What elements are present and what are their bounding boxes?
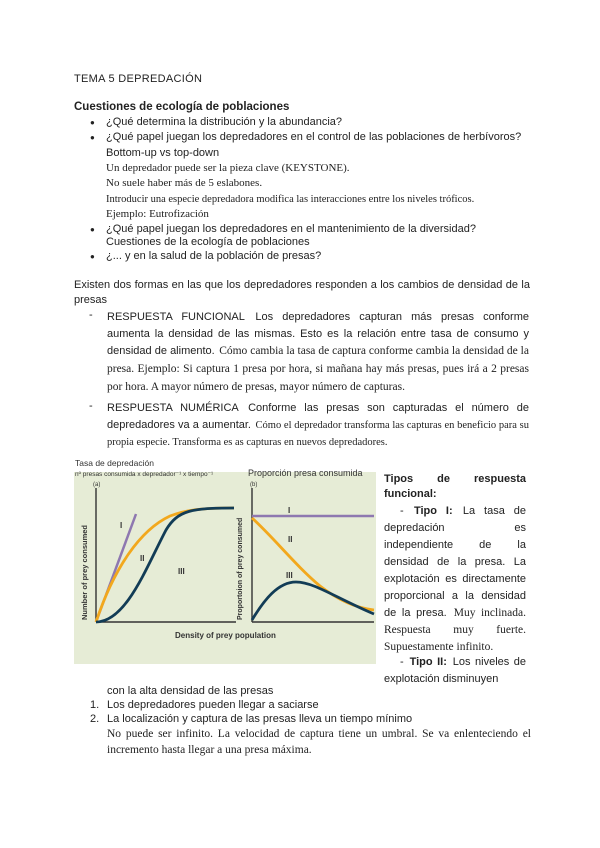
panel-b-label-i: I — [288, 506, 291, 515]
header-right: Proporción presa consumida — [248, 468, 363, 478]
numbered-marker-1: 1. — [90, 699, 100, 711]
list-item: ● ¿... y en la salud de la población de presas? — [90, 249, 530, 264]
final-note: No puede ser infinito. La velocidad de captura tiene un umbral. Se va enlenteciendo el incremento hasta llegar a una presa máxima. — [107, 728, 531, 756]
panel-b-label: (b) — [250, 482, 258, 488]
tipo-ii-label: Tipo II: — [409, 656, 447, 668]
q2-note-1: Bottom-up vs top-down — [106, 147, 220, 159]
functional-response-figure — [74, 458, 376, 664]
continuation-text: con la alta densidad de las presas — [107, 685, 274, 697]
respuesta-funcional — [107, 308, 529, 396]
panel-a-label-iii: III — [178, 567, 185, 576]
panel-b-label-iii: III — [286, 571, 293, 580]
figure-xlabel: Density of prey population — [175, 631, 276, 640]
panel-b-label-ii: II — [288, 535, 293, 544]
q2-note-4: Introducir una especie depredadora modifica las interacciones entre los niveles tróficos. — [106, 194, 475, 205]
section-heading: Cuestiones de ecología de poblaciones — [74, 101, 290, 113]
questions-list — [90, 115, 530, 145]
list-item: ● ¿Qué papel juegan los depredadores en el mantenimiento de la diversidad? — [90, 222, 530, 237]
numbered-marker-2: 2. — [90, 713, 100, 725]
panel-a-label-i: I — [120, 521, 123, 530]
numerica-text-serif: Cómo el depredador transforma las capturas en beneficio para su propia especie. Transforma es as capturas en nuevos depredadores. — [107, 420, 529, 448]
funcional-text: Los depredadores capturan más presas conforme aumenta la densidad de las mismas. Esto es la relación entre tasa de consumo y densidad de alimento. — [107, 311, 529, 357]
intro-paragraph: Existen dos formas en las que los depredadores responden a los cambios de densidad de la presas — [74, 279, 530, 306]
list-item: ● ¿Qué determina la distribución y la abundancia? — [90, 115, 530, 130]
tipo-ii-block — [384, 653, 526, 687]
header-left-1: Tasa de depredación — [75, 458, 154, 468]
numbered-item-1: Los depredadores pueden llegar a saciarse — [107, 699, 319, 711]
dash-marker: - — [89, 400, 93, 412]
dash-marker: - — [400, 505, 404, 517]
side-heading: Tipos de respuesta funcional: — [384, 473, 526, 500]
figure-svg — [74, 458, 376, 664]
q2-note-5: Ejemplo: Eutrofización — [106, 208, 209, 220]
tipo-ii-text: Los niveles de explotación disminuyen — [384, 656, 526, 685]
panel-b-ylabel: Proportoion of prey consumed — [237, 517, 244, 620]
header-left-2: nº presas consumida x depredador⁻¹ x tiempo⁻¹ — [75, 471, 214, 478]
tipo-i-block — [384, 502, 526, 655]
list-item: ● ¿Qué papel juegan los depredadores en el control de las poblaciones de herbívoros? — [90, 130, 530, 145]
tipo-i-text-serif: Muy inclinada. Respuesta muy fuerte. Supuestamente infinito. — [384, 607, 526, 653]
numerica-label: RESPUESTA NUMÉRICA — [107, 402, 239, 414]
q3-note: Cuestiones de la ecología de poblaciones — [106, 236, 310, 248]
tipo-i-text: La tasa de depredación es independiente de la densidad de la presa. La explotación es directamente proporcional a la densidad de la presa. — [384, 505, 526, 619]
respuesta-numerica — [107, 399, 529, 450]
panel-a-label-ii: II — [140, 554, 145, 563]
dash-marker: - — [89, 309, 93, 321]
tipo-i-label: Tipo I: — [413, 505, 453, 517]
panel-a-label: (a) — [93, 482, 101, 488]
funcional-label: RESPUESTA FUNCIONAL — [107, 311, 245, 323]
q2-note-3: No suele haber más de 5 eslabones. — [106, 177, 263, 189]
numbered-item-2: La localización y captura de las presas lleva un tiempo mínimo — [107, 713, 413, 725]
panel-a-ylabel: Number of prey consumed — [80, 524, 89, 620]
numerica-text: Conforme las presas son capturadas el número de depredadores va a aumentar. — [107, 402, 529, 431]
q2-note-2: Un depredador puede ser la pieza clave (KEYSTONE). — [106, 162, 350, 174]
dash-marker: - — [400, 656, 404, 668]
page-title: TEMA 5 DEPREDACIÓN — [74, 73, 203, 85]
questions-list-3 — [90, 249, 530, 264]
funcional-text-serif: Cómo cambia la tasa de captura conforme cambia la densidad de la presa. Ejemplo: Si captura 1 presa por hora, si mañana hay más presas, pues irá a 2 presas por hora. A mayor número de presas, mayor número de capturas. — [107, 345, 529, 393]
